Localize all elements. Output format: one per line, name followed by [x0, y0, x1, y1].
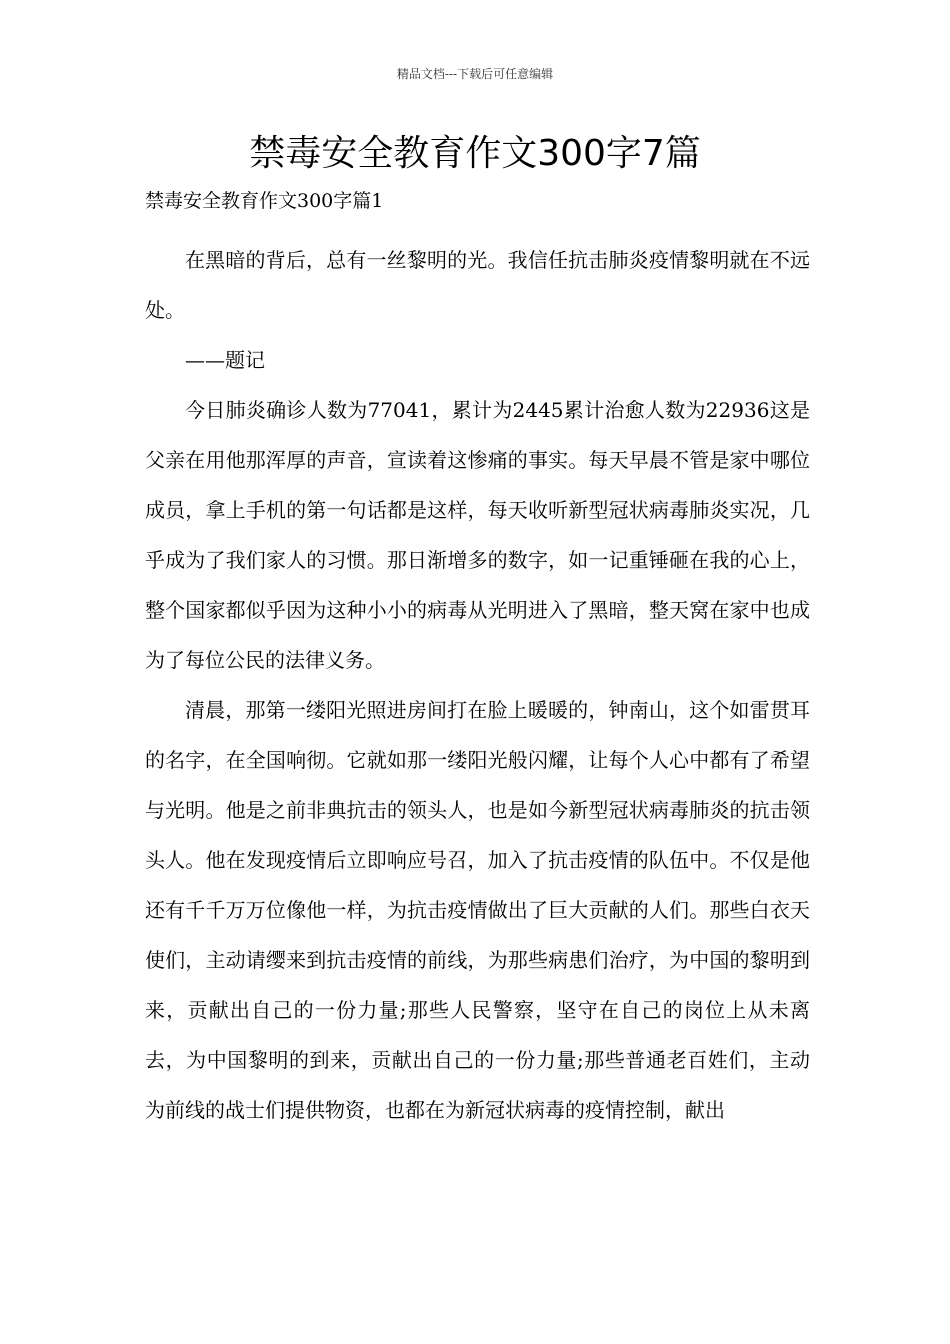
- paragraph-2: 清晨，那第一缕阳光照进房间打在脸上暖暖的，钟南山，这个如雷贯耳的名字，在全国响彻。它就如那一缕阳光般闪耀，让每个人心中都有了希望与光明。他是之前非典抗击的领头人，也是如今新型冠状病毒肺炎的抗击领头人。他在发现疫情后立即响应号召，加入了抗击疫情的队伍中。不仅是他还有千千万万位像他一样，为抗击疫情做出了巨大贡献的人们。那些白衣天使们，主动请缨来到抗击疫情的前线，为那些病患们治疗，为中国的黎明到来，贡献出自己的一份力量;那些人民警察，坚守在自己的岗位上从未离去，为中国黎明的到来，贡献出自己的一份力量;那些普通老百姓们，主动为前线的战士们提供物资，也都在为新冠状病毒的疫情控制，献出: [145, 698, 810, 1122]
- page-header: 精品文档---下载后可任意编辑: [396, 67, 554, 81]
- document-body: [145, 235, 810, 1135]
- section-title: 禁毒安全教育作文300字篇1: [145, 190, 384, 212]
- document-title: 禁毒安全教育作文300字7篇: [249, 133, 701, 174]
- paragraph-1: 今日肺炎确诊人数为77041，累计为2445累计治愈人数为22936这是父亲在用他那浑厚的声音，宣读着这惨痛的事实。每天早晨不管是家中哪位成员，拿上手机的第一句话都是这样，每天收听新型冠状病毒肺炎实况，几乎成为了我们家人的习惯。那日渐增多的数字，如一记重锤砸在我的心上，整个国家都似乎因为这种小小的病毒从光明进入了黑暗，整天窝在家中也成为了每位公民的法律义务。: [145, 398, 810, 672]
- paragraph-epigraph: 在黑暗的背后，总有一丝黎明的光。我信任抗击肺炎疫情黎明就在不远处。: [145, 248, 810, 322]
- paragraph-epigraph-attribution: ——题记: [185, 348, 265, 372]
